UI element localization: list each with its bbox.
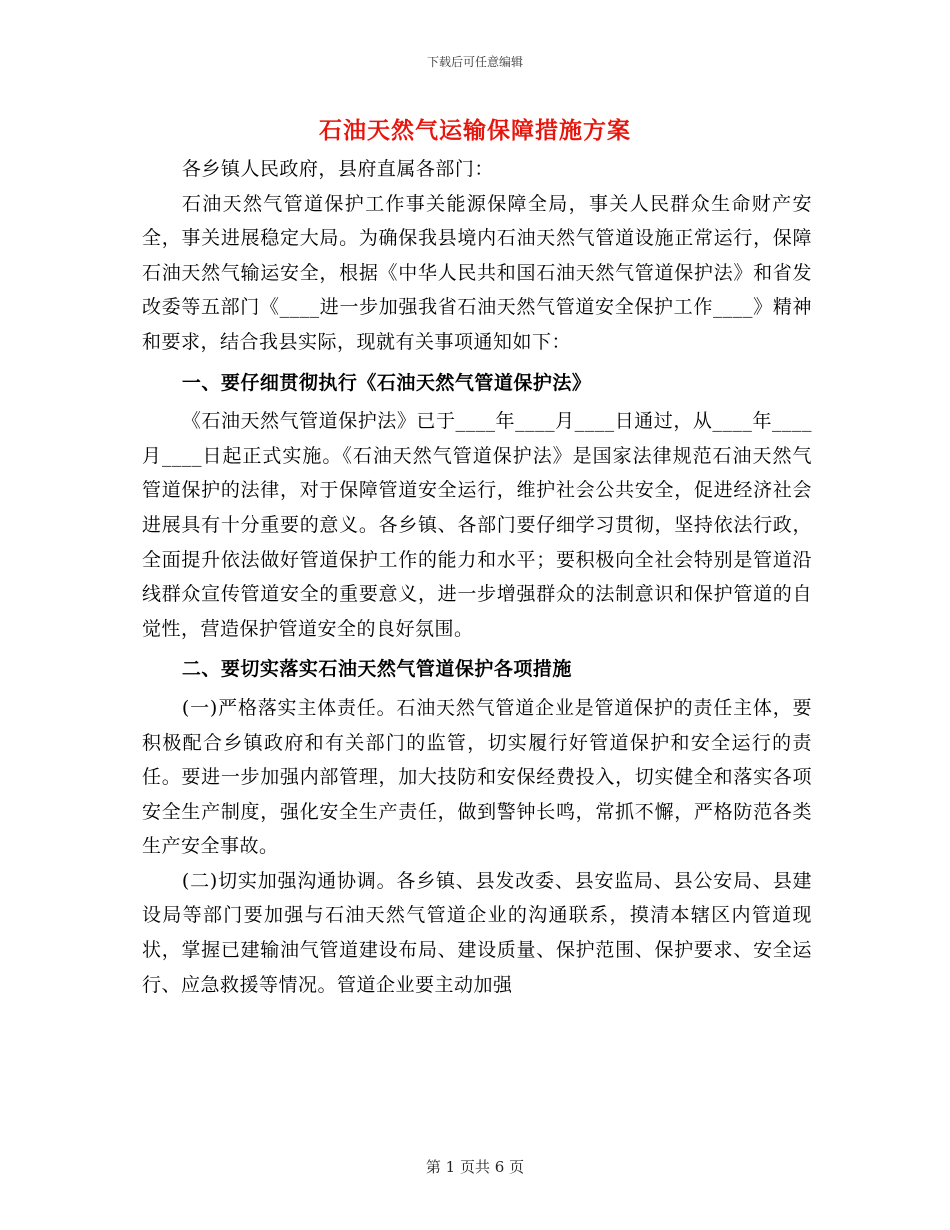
- page-footer: 第 1 页共 6 页: [425, 1158, 525, 1176]
- header-note: 下载后可任意编辑: [426, 55, 523, 69]
- paragraph: 《石油天然气管道保护法》已于____年____月____日通过，从____年____月____日起正式实施。《石油天然气管道保护法》是国家法律规范石油天然气管道保护的法律，对于保障管道安全运行，维护社会公共安全，促进经济社会进展具有十分重要的意义。各乡镇、各部门要仔细学习贯彻，坚持依法行政，全面提升依法做好管道保护工作的能力和水平；要积极向全社会特别是管道沿线群众宣传管道安全的重要意义，进一步增强群众的法制意识和保护管道的自觉性，营造保护管道安全的良好氛围。: [142, 410, 812, 640]
- paragraph: (二)切实加强沟通协调。各乡镇、县发改委、县安监局、县公安局、县建设局等部门要加强与石油天然气管道企业的沟通联系，摸清本辖区内管道现状，掌握已建输油气管道建设布局、建设质量、保护范围、保护要求、安全运行、应急救援等情况。管道企业要主动加强: [142, 869, 812, 996]
- section-heading: 一、要仔细贯彻执行《石油天然气管道保护法》: [181, 371, 592, 394]
- document-body: [142, 152, 812, 1002]
- salutation: 各乡镇人民政府，县府直属各部门：: [181, 158, 494, 180]
- paragraph: (一)严格落实主体责任。石油天然气管道企业是管道保护的责任主体，要积极配合乡镇政府和有关部门的监管，切实履行好管道保护和安全运行的责任。要进一步加强内部管理，加大技防和安保经费投入，切实健全和落实各项安全生产制度，强化安全生产责任，做到警钟长鸣，常抓不懈，严格防范各类生产安全事故。: [142, 696, 812, 858]
- paragraph: 石油天然气管道保护工作事关能源保障全局，事关人民群众生命财产安全，事关进展稳定大局。为确保我县境内石油天然气管道设施正常运行，保障石油天然气输运安全，根据《中华人民共和国石油天然气管道保护法》和省发改委等五部门《____进一步加强我省石油天然气管道安全保护工作____》精神和要求，结合我县实际，现就有关事项通知如下：: [142, 192, 812, 353]
- section-heading: 二、要切实落实石油天然气管道保护各项措施: [181, 658, 572, 681]
- document-title: 石油天然气运输保障措施方案: [319, 117, 631, 144]
